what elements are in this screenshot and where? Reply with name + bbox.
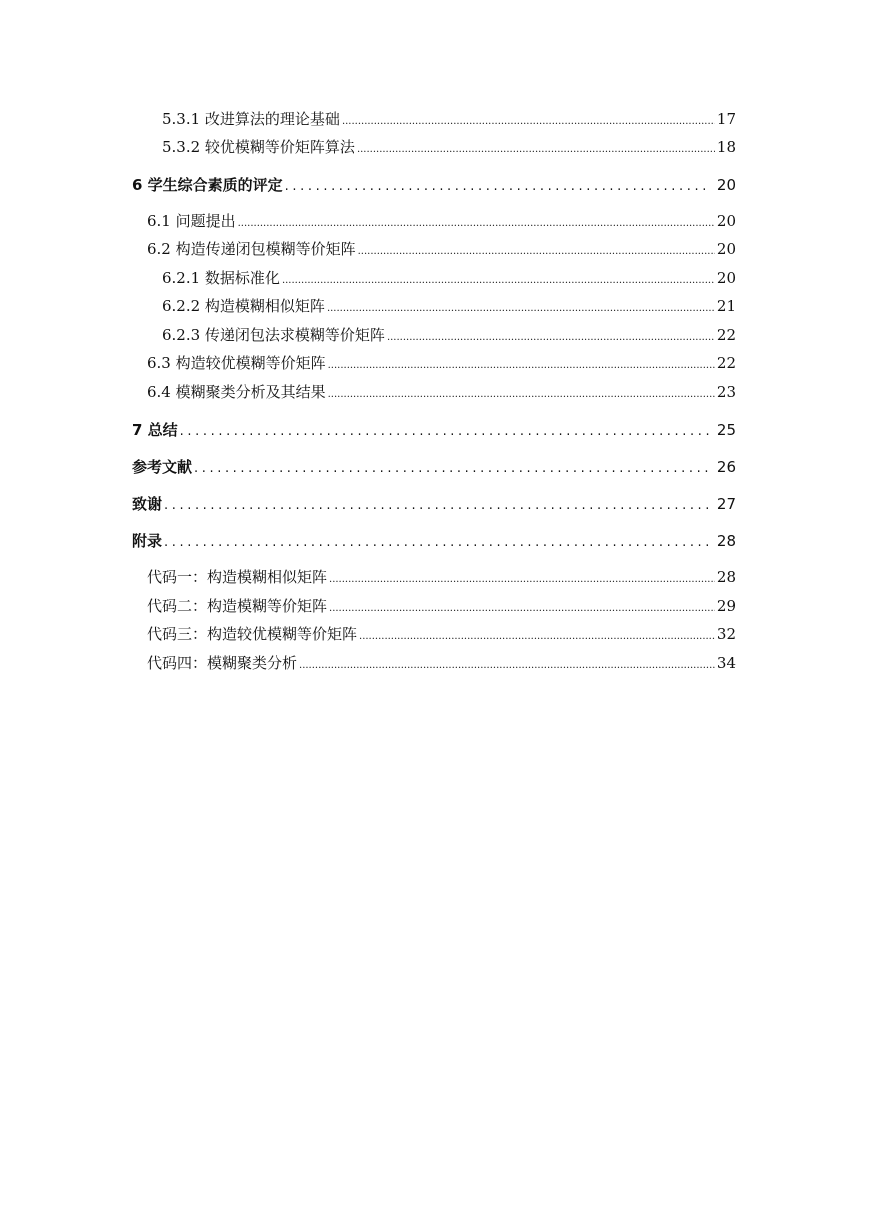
toc-entry[interactable] xyxy=(147,595,736,619)
toc-entry-page: 22 xyxy=(716,354,736,372)
toc-entry-page: 28 xyxy=(716,532,736,550)
toc-entry[interactable] xyxy=(147,352,736,376)
toc-entry[interactable] xyxy=(162,108,736,132)
toc-entry-page: 27 xyxy=(716,495,736,513)
toc-entry[interactable] xyxy=(162,324,736,348)
dot-leader xyxy=(342,116,715,127)
dot-leader xyxy=(359,631,715,642)
toc-entry-page: 22 xyxy=(716,326,736,344)
toc-entry-label: 5.3.2 较优模糊等价矩阵算法 xyxy=(162,138,355,156)
dot-leader xyxy=(282,275,715,286)
toc-entry[interactable] xyxy=(132,493,736,517)
toc-entry-label: 致谢 xyxy=(132,495,163,513)
toc-entry-page: 28 xyxy=(716,568,736,586)
toc-entry[interactable] xyxy=(147,623,736,647)
dot-leader xyxy=(328,360,715,371)
toc-entry[interactable] xyxy=(162,295,736,319)
toc-entry[interactable] xyxy=(132,456,736,480)
dot-leader xyxy=(328,389,715,400)
toc-entry-label: 6 学生综合素质的评定 xyxy=(132,176,283,194)
toc-entry-page: 20 xyxy=(716,240,736,258)
toc-entry-label: 附录 xyxy=(132,532,163,550)
toc-entry-label: 参考文献 xyxy=(132,458,193,476)
toc-entry-page: 32 xyxy=(716,625,736,643)
toc-entry-page: 29 xyxy=(716,597,736,615)
toc-entry-label: 6.3 构造较优模糊等价矩阵 xyxy=(147,354,326,372)
toc-entry-label: 5.3.1 改进算法的理论基础 xyxy=(162,110,340,128)
toc-entry-label: 代码二：构造模糊等价矩阵 xyxy=(147,597,328,615)
toc-entry-page: 20 xyxy=(716,212,736,230)
toc-entry-page: 17 xyxy=(716,110,736,128)
dot-leader xyxy=(238,218,715,229)
toc-entry-label: 代码一：构造模糊相似矩阵 xyxy=(147,568,328,586)
toc-entry[interactable] xyxy=(162,267,736,291)
toc-entry[interactable] xyxy=(147,210,736,234)
toc-entry-page: 20 xyxy=(716,269,736,287)
toc-entry-label: 6.2.2 构造模糊相似矩阵 xyxy=(162,297,325,315)
toc-entry-label: 6.4 模糊聚类分析及其结果 xyxy=(147,383,326,401)
toc-entry-page: 25 xyxy=(716,421,736,439)
toc-entry-page: 23 xyxy=(716,383,736,401)
dot-leader xyxy=(299,660,715,671)
toc-entry-label: 6.2.3 传递闭包法求模糊等价矩阵 xyxy=(162,326,385,344)
dot-leader xyxy=(329,603,715,614)
toc-entry[interactable] xyxy=(132,419,736,443)
toc-entry-label: 代码三：构造较优模糊等价矩阵 xyxy=(147,625,358,643)
toc-entry-page: 26 xyxy=(716,458,736,476)
toc-entry-label: 6.2.1 数据标准化 xyxy=(162,269,280,287)
toc-entry[interactable] xyxy=(147,652,736,676)
dot-leader xyxy=(358,246,715,257)
toc-entry[interactable] xyxy=(162,136,736,160)
dot-leader xyxy=(164,535,709,550)
toc-entry-label: 代码四：模糊聚类分析 xyxy=(147,654,298,672)
toc-entry-page: 18 xyxy=(716,138,736,156)
toc-entry-label: 6.2 构造传递闭包模糊等价矩阵 xyxy=(147,240,356,258)
toc-entry[interactable] xyxy=(132,174,736,198)
dot-leader xyxy=(327,303,715,314)
dot-leader xyxy=(164,498,709,513)
dot-leader xyxy=(329,574,715,585)
toc-entry-page: 34 xyxy=(716,654,736,672)
dot-leader xyxy=(387,332,715,343)
toc-entry-label: 6.1 问题提出 xyxy=(147,212,236,230)
toc-entry-page: 20 xyxy=(716,176,736,194)
toc-entry-page: 21 xyxy=(716,297,736,315)
toc-entry-label: 7 总结 xyxy=(132,421,178,439)
toc-entry[interactable] xyxy=(147,381,736,405)
dot-leader xyxy=(285,179,709,194)
toc-entry[interactable] xyxy=(132,530,736,554)
dot-leader xyxy=(180,424,709,439)
dot-leader xyxy=(194,461,709,476)
toc-entry[interactable] xyxy=(147,566,736,590)
dot-leader xyxy=(357,144,715,155)
toc-entry[interactable] xyxy=(147,238,736,262)
